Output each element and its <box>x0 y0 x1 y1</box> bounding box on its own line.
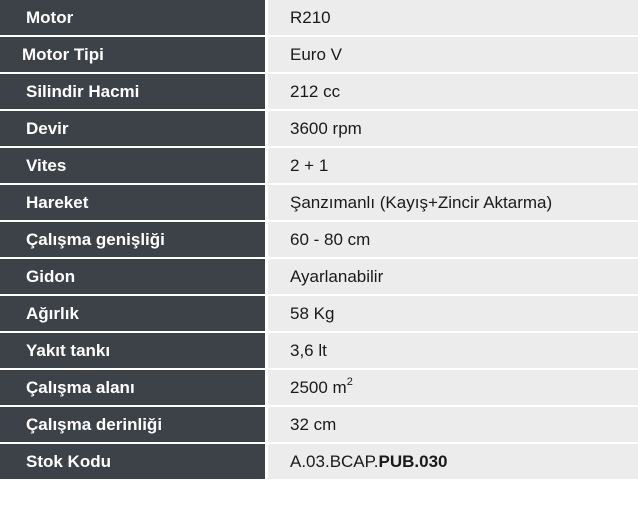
spec-value <box>268 444 638 481</box>
spec-label: Hareket <box>0 185 265 222</box>
spec-label: Çalışma derinliği <box>0 407 265 444</box>
spec-label: Stok Kodu <box>0 444 265 481</box>
spec-row-calisma-alani <box>0 370 638 407</box>
spec-value: Ayarlanabilir <box>268 259 638 296</box>
spec-label: Silindir Hacmi <box>0 74 265 111</box>
spec-row-gidon <box>0 259 638 296</box>
spec-label: Motor <box>0 0 265 37</box>
spec-row-calisma-genisligi <box>0 222 638 259</box>
spec-value: 58 Kg <box>268 296 638 333</box>
spec-row-stok-kodu <box>0 444 638 481</box>
spec-value: 32 cm <box>268 407 638 444</box>
spec-value <box>268 370 638 407</box>
spec-label: Gidon <box>0 259 265 296</box>
spec-row-motor <box>0 0 638 37</box>
spec-label: Devir <box>0 111 265 148</box>
spec-value-text: 2500 m <box>290 377 347 397</box>
spec-label: Motor Tipi <box>0 37 265 74</box>
stock-code-bold: PUB.030 <box>378 451 448 471</box>
spec-row-motor-tipi <box>0 37 638 74</box>
spec-row-devir <box>0 111 638 148</box>
spec-value: Şanzımanlı (Kayış+Zincir Aktarma) <box>268 185 638 222</box>
spec-row-yakit-tanki <box>0 333 638 370</box>
spec-row-hareket <box>0 185 638 222</box>
spec-value: R210 <box>268 0 638 37</box>
spec-value: 212 cc <box>268 74 638 111</box>
superscript-unit: 2 <box>346 375 353 388</box>
stock-code-prefix: A.03.BCAP. <box>290 451 379 471</box>
spec-value: 3600 rpm <box>268 111 638 148</box>
spec-value: 2 + 1 <box>268 148 638 185</box>
spec-value: 3,6 lt <box>268 333 638 370</box>
spec-row-calisma-derinligi <box>0 407 638 444</box>
spec-value: 60 - 80 cm <box>268 222 638 259</box>
spec-label: Çalışma genişliği <box>0 222 265 259</box>
spec-label: Yakıt tankı <box>0 333 265 370</box>
spec-row-vites <box>0 148 638 185</box>
spec-row-agirlik <box>0 296 638 333</box>
spec-value: Euro V <box>268 37 638 74</box>
spec-label: Çalışma alanı <box>0 370 265 407</box>
spec-row-silindir-hacmi <box>0 74 638 111</box>
spec-label: Ağırlık <box>0 296 265 333</box>
spec-label: Vites <box>0 148 265 185</box>
